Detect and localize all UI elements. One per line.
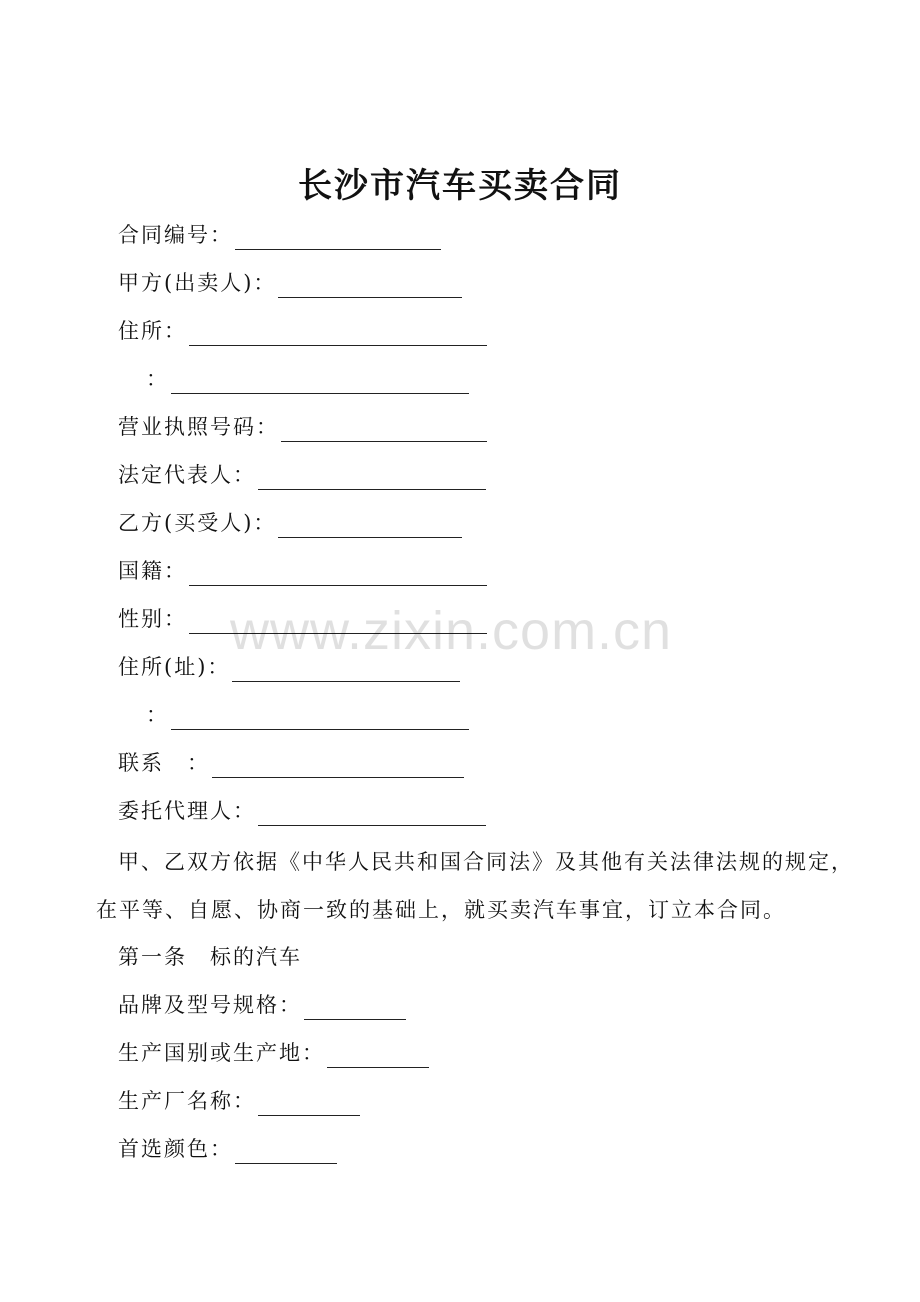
origin-blank[interactable] <box>327 1045 429 1068</box>
party-b-address-blank[interactable] <box>232 659 460 682</box>
party-a-label: 甲方(出卖人)： <box>118 271 277 295</box>
watermark: www.zixin.com.cn <box>230 601 673 661</box>
manufacturer-blank[interactable] <box>258 1093 360 1116</box>
gender-label: 性别： <box>118 607 187 631</box>
party-a-extra-blank[interactable] <box>171 371 469 394</box>
manufacturer-label: 生产厂名称： <box>118 1089 256 1113</box>
nationality-label: 国籍： <box>118 559 187 583</box>
business-license-label: 营业执照号码： <box>118 415 279 439</box>
contact-line <box>118 748 464 778</box>
legal-rep-blank[interactable] <box>258 467 486 490</box>
contract-number-label: 合同编号： <box>118 223 233 247</box>
business-license-line <box>118 412 487 442</box>
origin-line <box>118 1038 429 1068</box>
party-a-extra-label: ： <box>146 367 169 391</box>
party-a-line <box>118 268 462 298</box>
nationality-blank[interactable] <box>189 563 487 586</box>
party-a-address-blank[interactable] <box>189 323 487 346</box>
party-b-label: 乙方(买受人)： <box>118 511 277 535</box>
brand-model-line <box>118 990 406 1020</box>
party-a-address-label: 住所： <box>118 319 187 343</box>
party-b-address-line <box>118 652 460 682</box>
contract-number-line <box>118 220 441 250</box>
party-b-extra-label: ： <box>146 703 169 727</box>
business-license-blank[interactable] <box>281 419 487 442</box>
party-a-blank[interactable] <box>278 275 462 298</box>
manufacturer-line <box>118 1086 360 1116</box>
party-a-extra-line <box>146 364 469 394</box>
contact-blank[interactable] <box>212 755 464 778</box>
contract-number-blank[interactable] <box>235 227 441 250</box>
gender-blank[interactable] <box>189 611 487 634</box>
gender-line <box>118 604 487 634</box>
legal-rep-label: 法定代表人： <box>118 463 256 487</box>
party-b-address-label: 住所(址)： <box>118 655 231 679</box>
brand-model-blank[interactable] <box>304 997 406 1020</box>
color-line <box>118 1134 337 1164</box>
color-label: 首选颜色： <box>118 1137 233 1161</box>
origin-label: 生产国别或生产地： <box>118 1041 325 1065</box>
agent-blank[interactable] <box>258 803 486 826</box>
legal-rep-line <box>118 460 486 490</box>
party-b-extra-blank[interactable] <box>171 707 469 730</box>
color-blank[interactable] <box>235 1141 337 1164</box>
party-b-blank[interactable] <box>278 515 462 538</box>
agent-line <box>118 796 486 826</box>
nationality-line <box>118 556 487 586</box>
party-b-line <box>118 508 462 538</box>
intro-paragraph: 甲、乙双方依据《中华人民共和国合同法》及其他有关法律法规的规定，在平等、自愿、协商一致的基础上，就买卖汽车事宜，订立本合同。 <box>96 850 854 922</box>
contact-label: 联系 ： <box>118 751 210 775</box>
document-title: 长沙市汽车买卖合同 <box>298 166 622 206</box>
article-heading: 第一条 标的汽车 <box>118 945 302 969</box>
brand-model-label: 品牌及型号规格： <box>118 993 302 1017</box>
party-b-extra-line <box>146 700 469 730</box>
agent-label: 委托代理人： <box>118 799 256 823</box>
party-a-address-line <box>118 316 487 346</box>
